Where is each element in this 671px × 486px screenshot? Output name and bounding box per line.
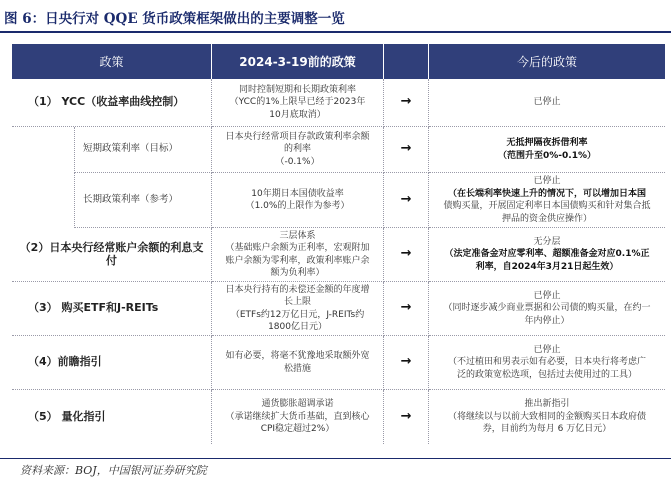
before-cell: 10年期日本国债收益率 （1.0%的上限作为参考） (212, 173, 384, 228)
policy-cell: （5） 量化指引 (12, 390, 212, 444)
policy-cell: （4）前瞻指引 (12, 336, 212, 390)
source-rule (0, 458, 671, 459)
header-arrow (384, 44, 429, 79)
table-row (12, 390, 665, 444)
arrow-icon: → (384, 390, 429, 444)
before-cell: 同时控制短期和长期政策利率 （YCC的1%上限早已经于2023年 10月底取消） (212, 79, 384, 127)
source-note: 资料来源：BOJ，中国银河证券研究院 (20, 464, 207, 477)
header-policy: 政策 (12, 44, 212, 79)
header-before: 2024-3-19前的政策 (212, 44, 384, 79)
before-cell: 三层体系 （基础账户余额为正利率，宏观附加 账户余额为零利率，政策利率账户余 额为负利率） (212, 228, 384, 282)
table-row (12, 127, 665, 173)
before-cell: 通货膨胀超调承诺 （承诺继续扩大货币基础，直到核心 CPI稳定超过2%） (212, 390, 384, 444)
policy-cell: （3） 购买ETF和J-REITs (12, 282, 212, 336)
arrow-icon: → (384, 173, 429, 228)
arrow-icon: → (384, 228, 429, 282)
policy-cell: 长期政策利率（参考） (74, 173, 212, 228)
policy-cell: （1） YCC（收益率曲线控制） (12, 79, 212, 127)
header-after: 今后的政策 (429, 44, 665, 79)
table-row (12, 173, 665, 228)
arrow-icon: → (384, 336, 429, 390)
table-row (12, 282, 665, 336)
arrow-icon: → (384, 282, 429, 336)
figure-title: 图 6：日央行对 QQE 货币政策框架做出的主要调整一览 (4, 11, 345, 27)
table-row (12, 228, 665, 282)
table-header-row (12, 44, 665, 79)
after-cell: 无分层 （法定准备金对应零利率、超额准备金对应0.1%正 利率，自2024年3月21日起生效） (429, 228, 665, 282)
after-cell: 已停止 (429, 79, 665, 127)
after-cell: 已停止 （同时逐步减少商业票据和公司债的购买量，在约一 年内停止） (429, 282, 665, 336)
title-rule (0, 31, 671, 33)
after-cell: 已停止 （在长端利率快速上升的情况下，可以增加日本国 债购买量，开展固定利率日本国债购买和针对集合抵 押品的资金供应操作） (429, 173, 665, 228)
policy-cell: 短期政策利率（目标） (74, 127, 212, 173)
policy-table (12, 44, 665, 444)
table-row (12, 79, 665, 127)
policy-cell: （2）日本央行经常账户余额的利息支付 (12, 228, 212, 282)
after-cell: 无抵押隔夜拆借利率 （范围升至0%-0.1%） (429, 127, 665, 173)
arrow-icon: → (384, 127, 429, 173)
after-cell: 推出新指引 （将继续以与以前大致相同的金额购买日本政府债 券，目前约为每月 6 万亿日元） (448, 399, 647, 435)
after-cell: 已停止 （不过植田和男表示如有必要，日本央行将考虑广 泛的政策宽松选项，包括过去使用过的工具） (429, 336, 665, 390)
before-cell: 日本央行经常项目存款政策利率余额 的利率 （-0.1%） (212, 127, 384, 173)
before-cell: 如有必要，将毫不犹豫地采取额外宽 松措施 (212, 336, 384, 390)
before-cell: 日本央行持有的未偿还金额的年度增 长上限 （ETFs约12万亿日元，J-REITs约 1800亿日元） (212, 282, 384, 336)
arrow-icon: → (384, 79, 429, 127)
table-row (12, 336, 665, 390)
